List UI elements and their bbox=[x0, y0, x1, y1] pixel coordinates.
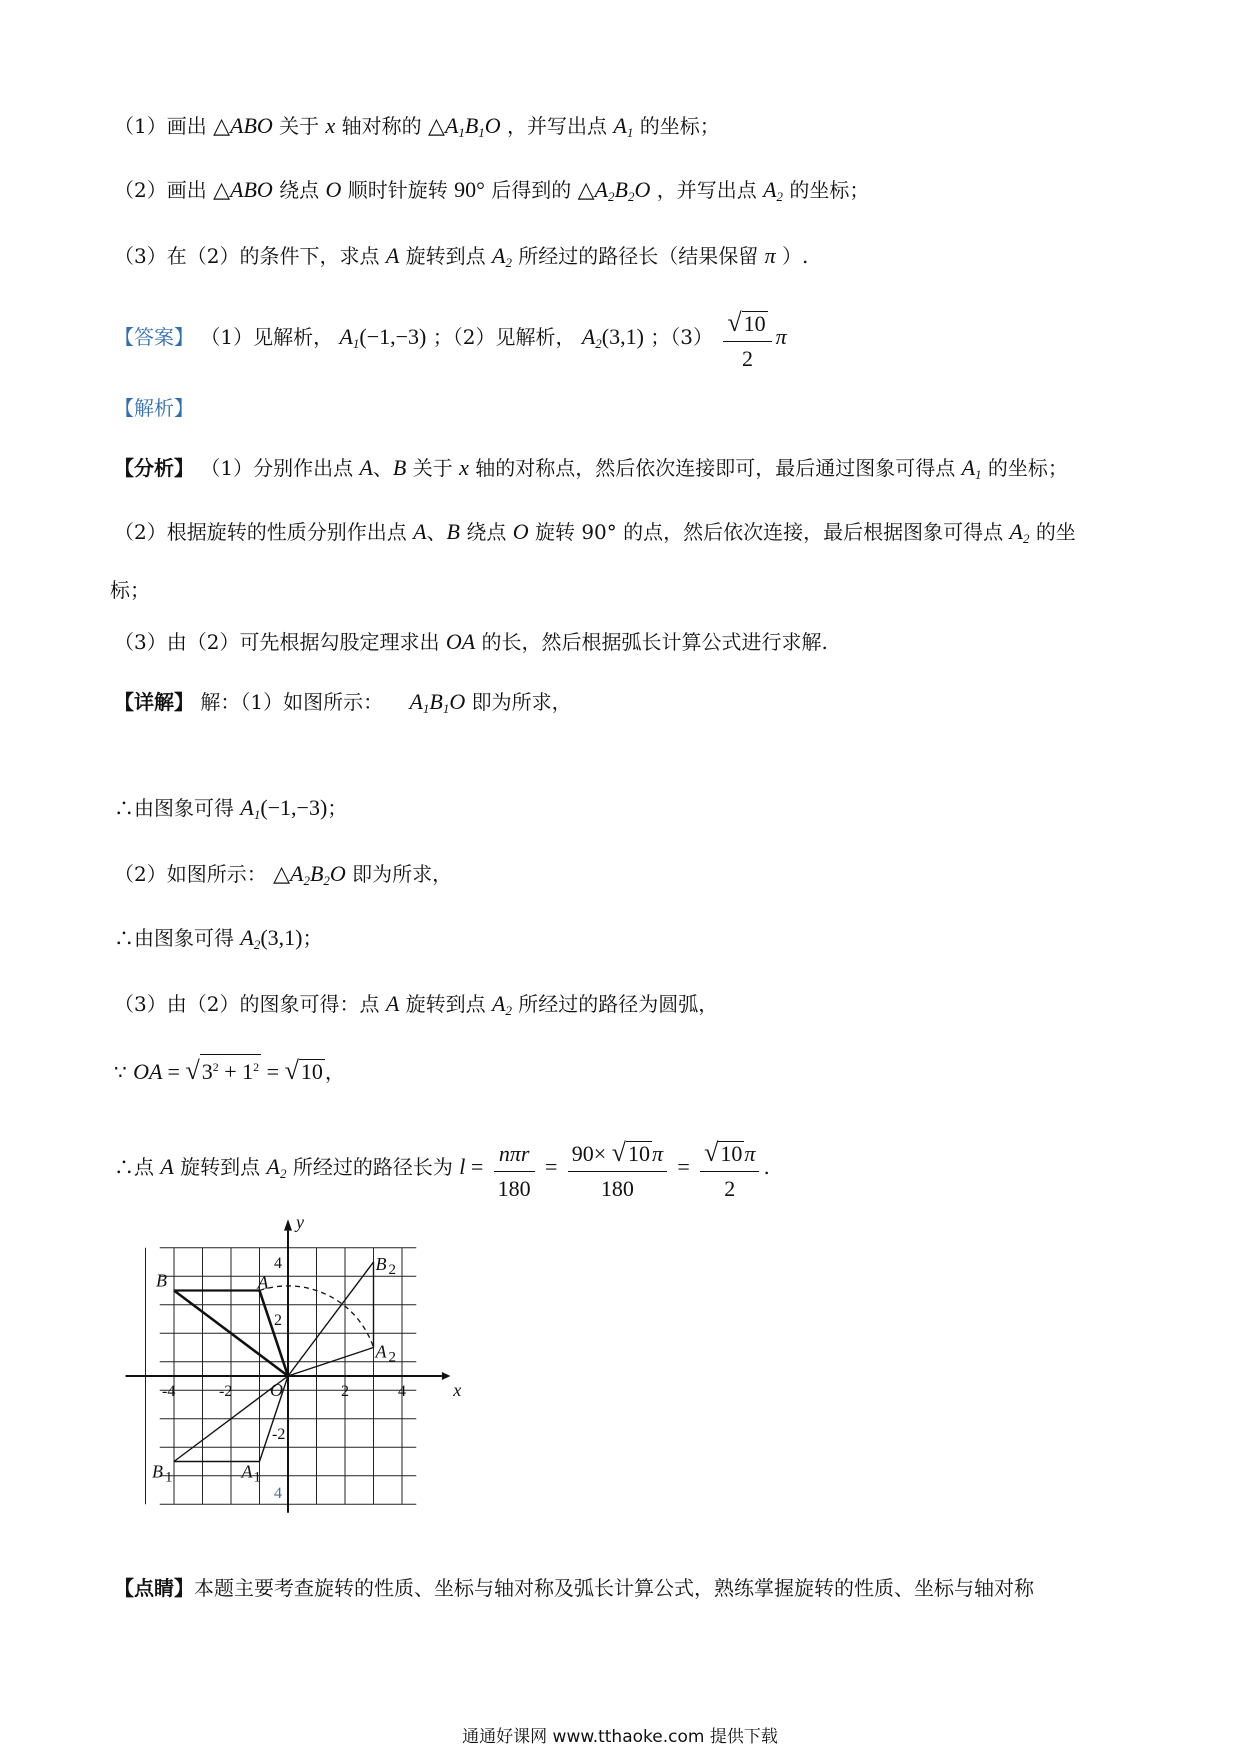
q1-text-d: ，并写出点 bbox=[507, 114, 608, 138]
tick-x-neg2: -2 bbox=[219, 1383, 233, 1400]
q2-text-a: （2）画出 bbox=[114, 178, 207, 202]
analysis-2-text-a: （2）根据旋转的性质分别作出点 bbox=[114, 520, 407, 544]
analysis-2: （2）根据旋转的性质分别作出点 A、B 绕点 O 旋转 90° 的点，然后依次连接，最后根据图象可得点 $A_2$ 的坐 bbox=[114, 519, 1076, 546]
step-5: ∵ OA = $√3^2 + 1^2 = √10$ ， bbox=[114, 1056, 345, 1085]
analysis-1-text-c: 关于 bbox=[412, 456, 453, 480]
q2-text-c: 顺时针旋转 bbox=[347, 178, 448, 202]
label-b2: B bbox=[375, 1254, 387, 1274]
analysis-2-text-c: 绕点 bbox=[466, 520, 507, 544]
step-6-text-c: 所经过的路径长为 bbox=[292, 1155, 453, 1179]
tick-y-2: 2 bbox=[274, 1312, 282, 1329]
step-3-text: ∴由图象可得 bbox=[114, 926, 234, 950]
q3-text-b: 旋转到点 bbox=[405, 244, 486, 268]
step-4-text-a: （3）由（2）的图象可得：点 bbox=[114, 992, 380, 1016]
label-b1-sub: 1 bbox=[165, 1469, 173, 1486]
q2-text-f: 的坐标； bbox=[789, 178, 870, 202]
label-b2-sub: 2 bbox=[388, 1262, 396, 1278]
analysis-tag: 【分析】 bbox=[114, 456, 194, 480]
answer-tag: 【答案】 bbox=[114, 325, 194, 349]
analysis-3-text-b: 的长，然后根据弧长计算公式进行求解. bbox=[481, 630, 828, 654]
label-a1: A bbox=[241, 1461, 253, 1482]
q3-text-c: 所经过的路径长（结果保留 bbox=[518, 244, 759, 268]
dianjing-line bbox=[114, 1574, 1034, 1602]
step-6: ∴点 A 旋转到点 $A_2$ 所经过的路径长为 l = $\frac{\text{nπr}}{180}$ = $\frac{90\times √10\pi}{180}$ = $\frac{√10\pi}{2}$ . bbox=[114, 1138, 770, 1201]
tick-x-4: 4 bbox=[398, 1383, 406, 1400]
analysis-3: （3）由（2）可先根据勾股定理求出 OA 的长，然后根据弧长计算公式进行求解. bbox=[114, 629, 828, 654]
step-1-text: ∴由图象可得 bbox=[114, 796, 234, 820]
figure-labels bbox=[152, 1212, 461, 1502]
label-a2-sub: 2 bbox=[388, 1349, 396, 1366]
analysis-1-text-a: （1）分别作出点 bbox=[200, 456, 354, 480]
label-a1-sub: 1 bbox=[253, 1469, 261, 1486]
label-a: A bbox=[257, 1272, 269, 1293]
dianjing-text: 本题主要考查旋转的性质、坐标与轴对称及弧长计算公式，熟练掌握旋转的性质、坐标与轴对称 bbox=[194, 1576, 1034, 1600]
analysis-2-text-b: 、 bbox=[426, 520, 447, 544]
q2-text-d: 后得到的 bbox=[491, 178, 572, 202]
step-3: ∴由图象可得 $A_2(3,1)$； bbox=[114, 925, 323, 952]
analysis-3-text-a: （3）由（2）可先根据勾股定理求出 bbox=[114, 630, 440, 654]
answer-line: 【答案】 （1）见解析， $A_1(-1,-3)$ ；（2）见解析， $A_2(3,1)$ ；（3） $\frac{√10}{2}$ π bbox=[114, 308, 787, 371]
q2-text-b: 绕点 bbox=[279, 178, 320, 202]
step-5-text: ∵ bbox=[114, 1060, 127, 1084]
q2-text-e: ，并写出点 bbox=[656, 178, 757, 202]
tick-x-neg4: -4 bbox=[162, 1383, 176, 1400]
step-2-text-a: （2）如图所示： bbox=[114, 862, 267, 886]
tick-x-2: 2 bbox=[341, 1383, 349, 1400]
jiexi-heading: 【解析】 bbox=[114, 396, 194, 420]
answer-text-b: ；（2）见解析， bbox=[432, 325, 576, 349]
coordinate-figure bbox=[108, 1212, 468, 1542]
segment-b2o bbox=[288, 1262, 374, 1376]
step-6-text-a: ∴点 bbox=[114, 1155, 154, 1179]
q1-text-b: 关于 bbox=[279, 114, 320, 138]
question-1: （1）画出 △ABO 关于 x 轴对称的 $\triangle A_1B_1O$ ，并写出点 $A_1$ 的坐标； bbox=[114, 113, 720, 140]
step-4-text-c: 所经过的路径为圆弧， bbox=[518, 992, 719, 1016]
q1-text-e: 的坐标； bbox=[639, 114, 720, 138]
detail-tag: 【详解】 bbox=[114, 690, 194, 714]
analysis-1-text-b: 、 bbox=[372, 456, 393, 480]
detail-1: 【详解】 解：（1）如图所示： $A_1B_1O$ 即为所求， bbox=[114, 689, 572, 716]
analysis-1-text-d: 轴的对称点，然后依次连接即可，最后通过图象可得点 bbox=[475, 456, 956, 480]
tick-y-neg2: -2 bbox=[272, 1426, 286, 1443]
y-axis-label: y bbox=[296, 1212, 304, 1232]
tick-y-neg4: 4 bbox=[274, 1485, 282, 1502]
detail-text-a: 解：（1）如图所示： bbox=[200, 690, 384, 714]
q3-text-d: ）. bbox=[782, 244, 809, 268]
step-2: （2）如图所示： $\triangle A_2B_2O$ 即为所求， bbox=[114, 861, 453, 888]
x-axis-arrow bbox=[442, 1372, 451, 1380]
q3-text-a: （3）在（2）的条件下，求点 bbox=[114, 244, 380, 268]
y-axis-arrow bbox=[284, 1219, 292, 1230]
label-b1: B bbox=[152, 1461, 163, 1482]
step-4-text-b: 旋转到点 bbox=[405, 992, 486, 1016]
detail-text-b: 即为所求， bbox=[471, 690, 572, 714]
step-1: ∴由图象可得 $A_1(-1,-3)$； bbox=[114, 795, 348, 822]
step-2-text-b: 即为所求， bbox=[352, 862, 453, 886]
analysis-2-cont: 标； bbox=[110, 578, 150, 602]
analysis-2-text-d: 旋转 90° 的点，然后依次连接，最后根据图象可得点 bbox=[534, 520, 1004, 544]
question-2: （2）画出 △ABO 绕点 O 顺时针旋转 90° 后得到的 $\triangle A_2B_2O$ ，并写出点 $A_2$ 的坐标； bbox=[114, 177, 870, 204]
answer-text-c: ；（3） bbox=[650, 325, 714, 349]
x-axis-label: x bbox=[453, 1380, 462, 1400]
question-3: （3）在（2）的条件下，求点 A 旋转到点 $A_2$ 所经过的路径长（结果保留 π ）. bbox=[114, 243, 809, 270]
answer-text-a: （1）见解析， bbox=[200, 325, 334, 349]
dianjing-tag: 【点睛】 bbox=[114, 1576, 194, 1600]
tick-y-4: 4 bbox=[274, 1255, 282, 1272]
analysis-1: 【分析】 （1）分别作出点 A、B 关于 x 轴的对称点，然后依次连接即可，最后通过图象可得点 $A_1$ 的坐标； bbox=[114, 455, 1068, 482]
footer-text: 通通好课网 www.tthaoke.com 提供下载 bbox=[462, 1727, 778, 1747]
label-b: B bbox=[156, 1270, 167, 1291]
step-6-text-b: 旋转到点 bbox=[180, 1155, 261, 1179]
q1-text-c: 轴对称的 bbox=[341, 114, 422, 138]
origin-label: O bbox=[270, 1380, 283, 1400]
analysis-1-text-e: 的坐标； bbox=[987, 456, 1068, 480]
label-a2: A bbox=[375, 1341, 387, 1362]
q1-text-a: （1）画出 bbox=[114, 114, 207, 138]
step-4: （3）由（2）的图象可得：点 A 旋转到点 $A_2$ 所经过的路径为圆弧， bbox=[114, 991, 719, 1018]
analysis-2-text-e: 的坐 bbox=[1035, 520, 1076, 544]
